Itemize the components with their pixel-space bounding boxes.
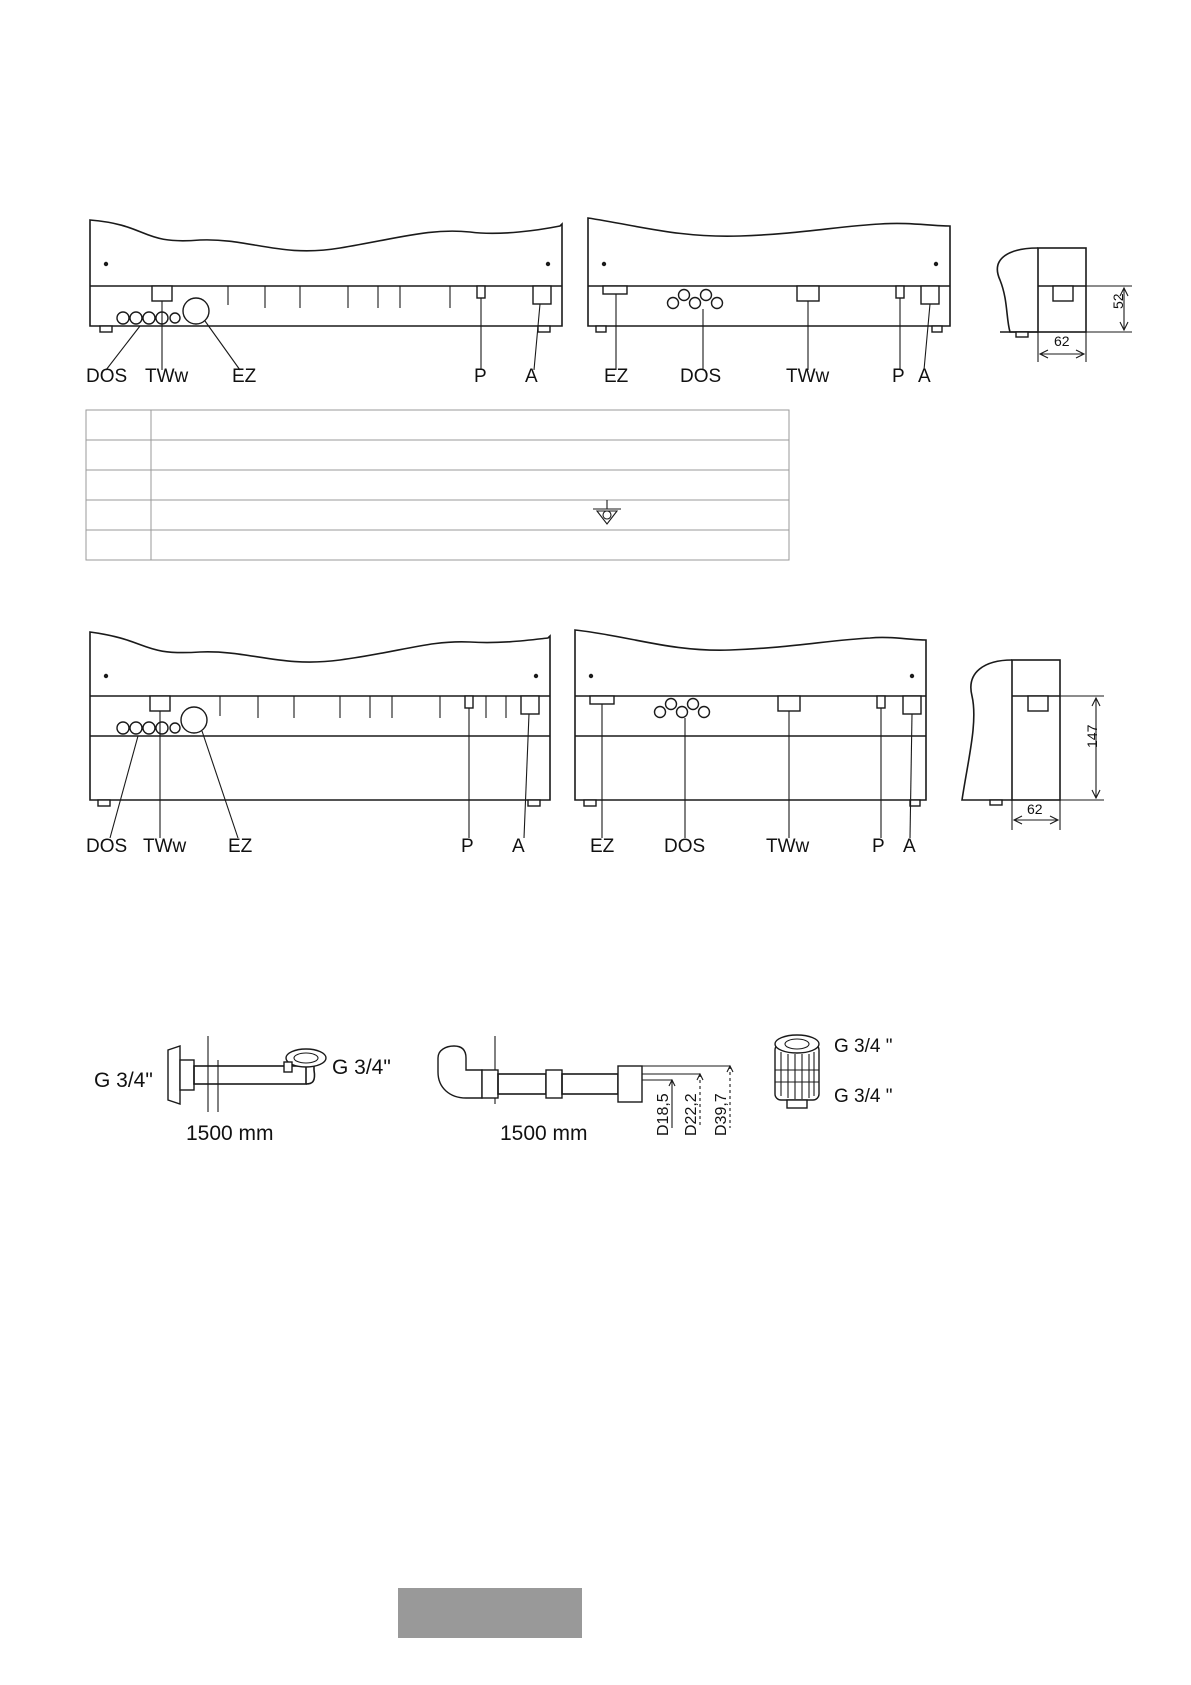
inlet-hose-drawing xyxy=(94,1036,391,1145)
label-ez: EZ xyxy=(590,836,615,857)
label-tww: TWw xyxy=(766,836,810,857)
fig1-front-view xyxy=(86,220,562,387)
label-a: A xyxy=(525,366,538,387)
dim-depth: 62 xyxy=(1027,801,1043,817)
thread-adapter-drawing xyxy=(775,1035,893,1108)
label-tww: TWw xyxy=(786,366,830,387)
label-ez: EZ xyxy=(228,836,253,857)
drain-d2: D22,2 xyxy=(683,1093,700,1136)
label-dos: DOS xyxy=(680,366,722,387)
label-p: P xyxy=(461,836,474,857)
fig2-front-view xyxy=(86,632,550,857)
label-a: A xyxy=(903,836,916,857)
label-p: P xyxy=(892,366,905,387)
fig2-back-view xyxy=(575,630,926,857)
label-p: P xyxy=(872,836,885,857)
inlet-thread-right: G 3/4" xyxy=(332,1056,391,1079)
fig1-side-view xyxy=(997,248,1132,362)
fig1-back-view xyxy=(588,218,950,387)
label-ez: EZ xyxy=(232,366,257,387)
dim-height: 52 xyxy=(1110,293,1126,309)
page-number-bar xyxy=(398,1588,582,1638)
label-a: A xyxy=(918,366,931,387)
connections-table xyxy=(86,410,789,560)
label-dos: DOS xyxy=(664,836,706,857)
earth-ground-icon xyxy=(593,500,621,524)
dim-height: 147 xyxy=(1084,724,1100,748)
label-tww: TWw xyxy=(145,366,189,387)
adapter-thread-top: G 3/4 " xyxy=(834,1036,893,1057)
drain-hose-drawing xyxy=(438,1036,733,1145)
label-p: P xyxy=(474,366,487,387)
fig2-side-view xyxy=(962,660,1104,830)
label-a: A xyxy=(512,836,525,857)
drain-hose-length: 1500 mm xyxy=(500,1122,588,1145)
inlet-thread-left: G 3/4" xyxy=(94,1069,153,1092)
drain-d1: D18,5 xyxy=(655,1093,672,1136)
drain-d3: D39,7 xyxy=(713,1093,730,1136)
label-ez: EZ xyxy=(604,366,629,387)
dim-depth: 62 xyxy=(1054,333,1070,349)
adapter-thread-bottom: G 3/4 " xyxy=(834,1086,893,1107)
inlet-hose-length: 1500 mm xyxy=(186,1122,274,1145)
label-dos: DOS xyxy=(86,836,128,857)
label-dos: DOS xyxy=(86,366,128,387)
label-tww: TWw xyxy=(143,836,187,857)
